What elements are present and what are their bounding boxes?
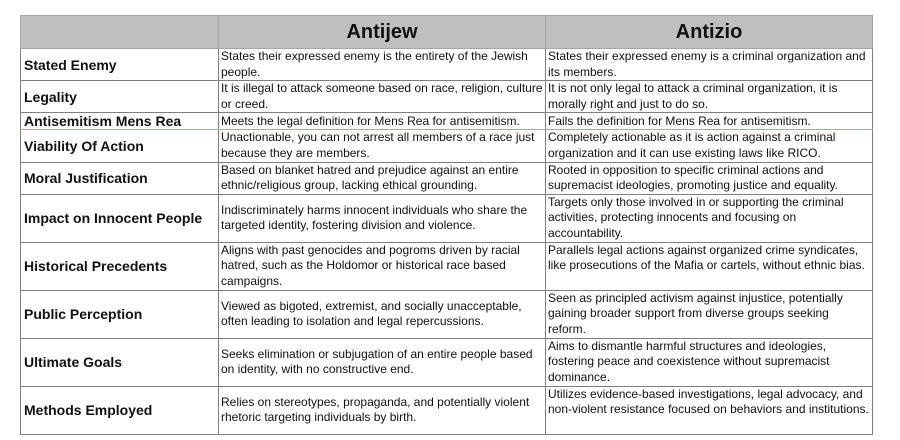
antizio-cell: Seen as principled activism against injustice, potentially gaining broader support from diverse groups seeking reform. — [546, 290, 873, 338]
row-label: Methods Employed — [21, 386, 219, 434]
row-label: Moral Justification — [21, 162, 219, 194]
antijew-cell: Seeks elimination or subjugation of an entire people based on identity, with no constructive end. — [219, 338, 546, 386]
row-ultimate-goals — [21, 338, 873, 386]
antijew-cell: Relies on stereotypes, propaganda, and potentially violent rhetoric targeting individuals by birth. — [219, 386, 546, 434]
corner-header-cell — [21, 16, 219, 49]
row-stated-enemy — [21, 49, 873, 81]
antizio-cell: States their expressed enemy is a criminal organization and its members. — [546, 49, 873, 81]
row-label: Public Perception — [21, 290, 219, 338]
row-antisemitism-mens-rea — [21, 113, 873, 130]
row-historical-precedents — [21, 242, 873, 290]
row-label: Historical Precedents — [21, 242, 219, 290]
antizio-cell: Rooted in opposition to specific criminal actions and supremacist ideologies, promoting justice and equality. — [546, 162, 873, 194]
antijew-cell: Viewed as bigoted, extremist, and socially unacceptable, often leading to isolation and legal repercussions. — [219, 290, 546, 338]
row-label: Viability Of Action — [21, 130, 219, 162]
row-methods-employed — [21, 386, 873, 434]
antizio-cell: Parallels legal actions against organized crime syndicates, like prosecutions of the Mafia or cartels, without ethnic bias. — [546, 242, 873, 290]
row-label: Impact on Innocent People — [21, 194, 219, 242]
row-impact-on-innocent-people — [21, 194, 873, 242]
antizio-cell: It is not only legal to attack a criminal organization, it is morally right and just to do so. — [546, 81, 873, 113]
row-label: Stated Enemy — [21, 49, 219, 81]
antijew-cell: It is illegal to attack someone based on race, religion, culture or creed. — [219, 81, 546, 113]
antizio-cell: Completely actionable as it is action against a criminal organization and it can use existing laws like RICO. — [546, 130, 873, 162]
antizio-cell: Targets only those involved in or supporting the criminal activities, protecting innocents and focusing on accountability. — [546, 194, 873, 242]
antijew-cell: Unactionable, you can not arrest all members of a race just because they are members. — [219, 130, 546, 162]
antijew-cell: Meets the legal definition for Mens Rea for antisemitism. — [219, 113, 546, 130]
comparison-sheet — [20, 15, 872, 435]
antijew-column-header: Antijew — [219, 16, 546, 49]
row-public-perception — [21, 290, 873, 338]
row-viability-of-action — [21, 130, 873, 162]
antizio-cell: Utilizes evidence-based investigations, legal advocacy, and non-violent resistance focused on behaviors and institutions. — [546, 386, 873, 434]
row-label: Legality — [21, 81, 219, 113]
row-label: Ultimate Goals — [21, 338, 219, 386]
antizio-cell: Fails the definition for Mens Rea for antisemitism. — [546, 113, 873, 130]
comparison-table — [20, 15, 873, 435]
antijew-cell: Aligns with past genocides and pogroms driven by racial hatred, such as the Holdomor or historical race based campaigns. — [219, 242, 546, 290]
antizio-column-header: Antizio — [546, 16, 873, 49]
antijew-cell: Indiscriminately harms innocent individuals who share the targeted identity, fostering division and violence. — [219, 194, 546, 242]
antijew-cell: States their expressed enemy is the entirety of the Jewish people. — [219, 49, 546, 81]
row-moral-justification — [21, 162, 873, 194]
row-legality — [21, 81, 873, 113]
row-label: Antisemitism Mens Rea — [21, 113, 219, 130]
antizio-cell: Aims to dismantle harmful structures and ideologies, fostering peace and coexistence without supremacist dominance. — [546, 338, 873, 386]
antijew-cell: Based on blanket hatred and prejudice against an entire ethnic/religious group, lacking ethical grounding. — [219, 162, 546, 194]
header-row — [21, 16, 873, 49]
